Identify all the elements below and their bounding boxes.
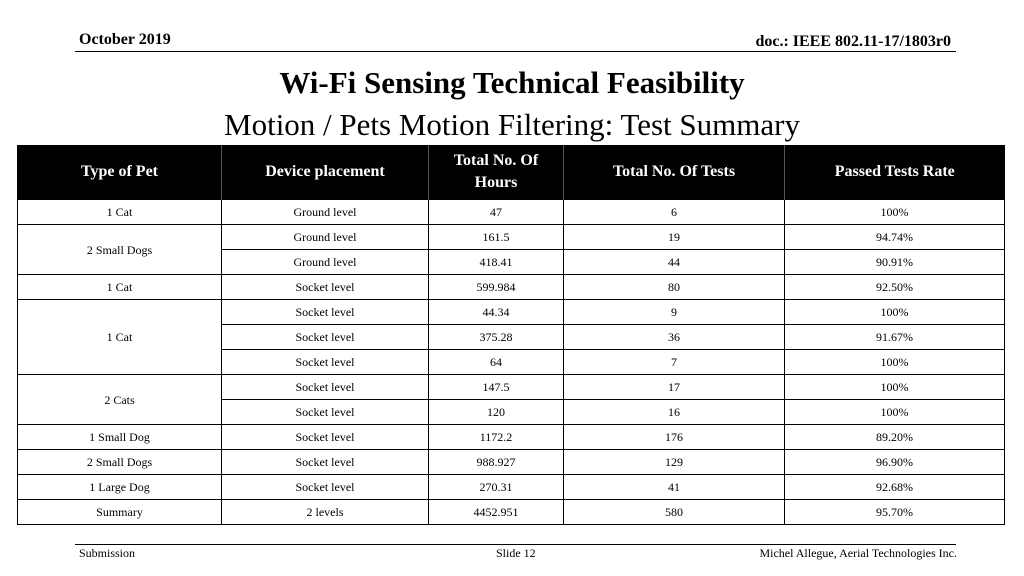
cell-total-hours: 1172.2 xyxy=(429,425,564,450)
column-header-passed-rate: Passed Tests Rate xyxy=(785,145,1005,200)
table-row xyxy=(18,375,1005,400)
slide-title: Wi-Fi Sensing Technical Feasibility xyxy=(279,65,745,100)
cell-device-placement: Socket level xyxy=(222,475,429,500)
cell-device-placement: Socket level xyxy=(222,425,429,450)
cell-passed-rate: 100% xyxy=(785,400,1005,425)
cell-total-tests: 7 xyxy=(564,350,785,375)
cell-type-of-pet: 2 Small Dogs xyxy=(18,450,222,475)
cell-type-of-pet: 1 Small Dog xyxy=(18,425,222,450)
cell-total-hours: 4452.951 xyxy=(429,500,564,525)
table-row xyxy=(18,225,1005,250)
cell-passed-rate: 100% xyxy=(785,375,1005,400)
cell-device-placement: Socket level xyxy=(222,275,429,300)
column-header-device-placement: Device placement xyxy=(222,145,429,200)
cell-total-hours: 270.31 xyxy=(429,475,564,500)
header-divider xyxy=(75,51,956,52)
table-body xyxy=(18,200,1005,525)
header-doc-id: doc.: IEEE 802.11-17/1803r0 xyxy=(755,33,951,50)
footer-slide-number: Slide 12 xyxy=(496,546,536,560)
cell-passed-rate: 95.70% xyxy=(785,500,1005,525)
cell-device-placement: Socket level xyxy=(222,350,429,375)
table-row xyxy=(18,425,1005,450)
cell-total-tests: 36 xyxy=(564,325,785,350)
cell-passed-rate: 89.20% xyxy=(785,425,1005,450)
cell-passed-rate: 92.50% xyxy=(785,275,1005,300)
cell-type-of-pet: 2 Cats xyxy=(18,375,222,425)
cell-total-tests: 16 xyxy=(564,400,785,425)
cell-device-placement: Ground level xyxy=(222,200,429,225)
cell-total-tests: 44 xyxy=(564,250,785,275)
cell-total-tests: 580 xyxy=(564,500,785,525)
cell-device-placement: Socket level xyxy=(222,300,429,325)
table-row xyxy=(18,475,1005,500)
column-header-type-of-pet: Type of Pet xyxy=(18,145,222,200)
cell-passed-rate: 100% xyxy=(785,300,1005,325)
cell-type-of-pet: 1 Cat xyxy=(18,200,222,225)
cell-total-hours: 599.984 xyxy=(429,275,564,300)
table-row xyxy=(18,300,1005,325)
cell-device-placement: 2 levels xyxy=(222,500,429,525)
cell-total-tests: 41 xyxy=(564,475,785,500)
cell-type-of-pet: 1 Large Dog xyxy=(18,475,222,500)
cell-total-hours: 120 xyxy=(429,400,564,425)
cell-type-of-pet: Summary xyxy=(18,500,222,525)
cell-total-tests: 80 xyxy=(564,275,785,300)
cell-passed-rate: 100% xyxy=(785,200,1005,225)
table-row xyxy=(18,450,1005,475)
cell-total-tests: 9 xyxy=(564,300,785,325)
cell-device-placement: Socket level xyxy=(222,450,429,475)
cell-device-placement: Ground level xyxy=(222,250,429,275)
cell-total-hours: 418.41 xyxy=(429,250,564,275)
cell-passed-rate: 94.74% xyxy=(785,225,1005,250)
cell-type-of-pet: 1 Cat xyxy=(18,275,222,300)
column-header-total-hours: Total No. Of Hours xyxy=(429,145,564,200)
table-row xyxy=(18,500,1005,525)
test-summary-table xyxy=(17,145,1005,525)
cell-passed-rate: 90.91% xyxy=(785,250,1005,275)
footer-submission: Submission xyxy=(79,546,136,560)
cell-type-of-pet: 1 Cat xyxy=(18,300,222,375)
cell-total-tests: 17 xyxy=(564,375,785,400)
cell-total-hours: 161.5 xyxy=(429,225,564,250)
cell-device-placement: Socket level xyxy=(222,325,429,350)
cell-passed-rate: 100% xyxy=(785,350,1005,375)
cell-device-placement: Socket level xyxy=(222,400,429,425)
cell-total-hours: 988.927 xyxy=(429,450,564,475)
cell-total-hours: 375.28 xyxy=(429,325,564,350)
cell-type-of-pet: 2 Small Dogs xyxy=(18,225,222,275)
cell-total-tests: 129 xyxy=(564,450,785,475)
footer-divider xyxy=(75,544,956,545)
table-row xyxy=(18,200,1005,225)
cell-device-placement: Ground level xyxy=(222,225,429,250)
cell-total-tests: 6 xyxy=(564,200,785,225)
header-date: October 2019 xyxy=(79,31,171,48)
cell-total-hours: 147.5 xyxy=(429,375,564,400)
cell-total-hours: 47 xyxy=(429,200,564,225)
cell-total-hours: 64 xyxy=(429,350,564,375)
cell-device-placement: Socket level xyxy=(222,375,429,400)
cell-passed-rate: 92.68% xyxy=(785,475,1005,500)
slide-subtitle: Motion / Pets Motion Filtering: Test Summary xyxy=(224,107,800,142)
footer-author: Michel Allegue, Aerial Technologies Inc. xyxy=(759,546,957,560)
cell-total-tests: 176 xyxy=(564,425,785,450)
table-row xyxy=(18,275,1005,300)
cell-total-tests: 19 xyxy=(564,225,785,250)
table-header-row xyxy=(18,145,1005,200)
cell-passed-rate: 96.90% xyxy=(785,450,1005,475)
cell-passed-rate: 91.67% xyxy=(785,325,1005,350)
column-header-total-tests: Total No. Of Tests xyxy=(564,145,785,200)
cell-total-hours: 44.34 xyxy=(429,300,564,325)
